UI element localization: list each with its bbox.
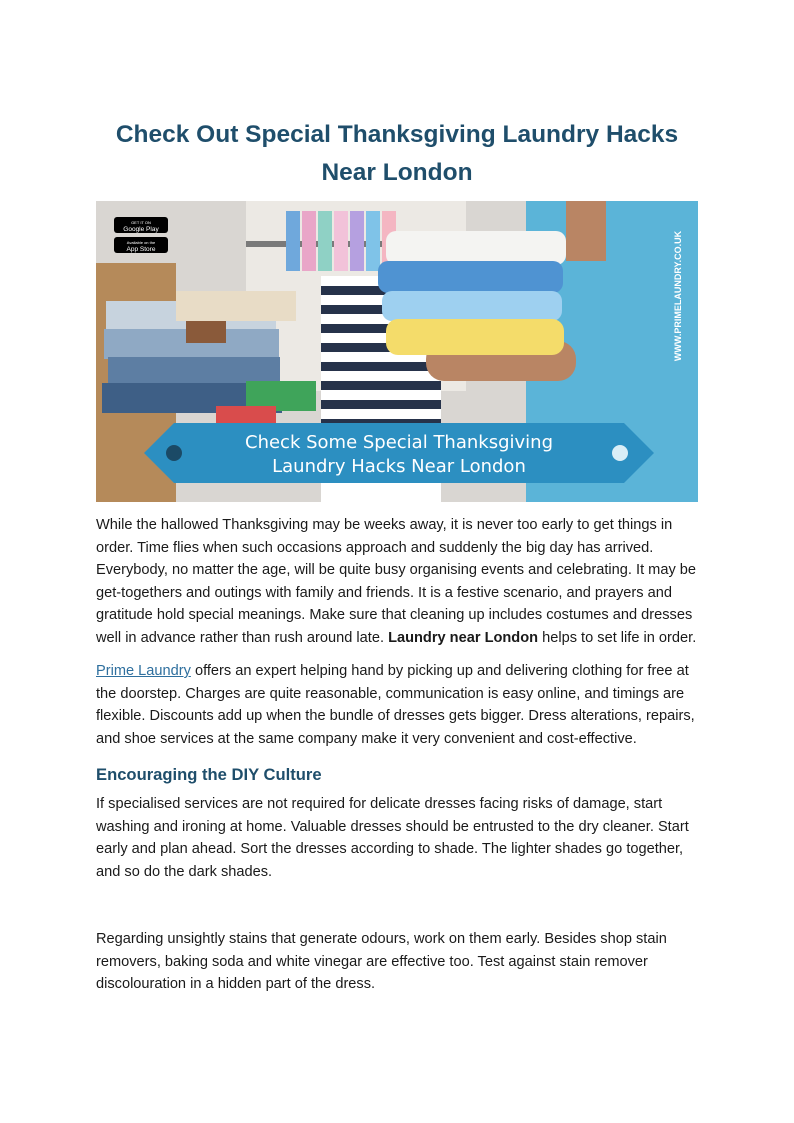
svg-text:Google Play: Google Play [123,226,159,233]
google-play-badge [114,217,168,233]
paragraph-diy: If specialised services are not required for delicate dresses facing risks of damage, start washing and ironing at home. Valuable dresses should be entrusted to the dry cleaner. Start early and plan ahead. Sort the dresses according to shade. The lighter shades go together, and so do the dark shades. [96,796,689,880]
svg-text:App Store: App Store [126,246,156,253]
paragraph-stains: Regarding unsightly stains that generate odours, work on them early. Besides shop stain removers, baking soda and white vinegar are effective too. Test against stain remover discolouration in a hidden part of the dress. [96,931,667,993]
page-title: Check Out Special Thanksgiving Laundry Hacks Near London [115,121,679,186]
svg-text:Laundry Hacks Near London: Laundry Hacks Near London [272,456,526,477]
hero-image [96,201,698,502]
hero-banner [144,423,654,483]
svg-text:Check Some Special Thanksgivin: Check Some Special Thanksgiving [245,432,553,453]
prime-laundry-link[interactable]: Prime Laundry [96,663,191,679]
paragraph-intro: While the hallowed Thanksgiving may be weeks away, it is never too early to get things in order. Time flies when such occasions approach and suddenly the big day has arrived. Everybody, no matter the age, will be quite busy organising events and celebrating. It may be get-togethers and outings with family and friends. It is a festive scenario, and prayers and gratitude hold special meanings. Make sure that cleaning up includes costumes and dresses well in advance rather than rush around late. Laundry near London helps to set life in order. [96,517,697,646]
bold-keyword: Laundry near London [388,629,539,646]
svg-text:GET IT ON: GET IT ON [131,220,151,225]
svg-text:Available on the: Available on the [126,240,156,245]
paragraph-prime-laundry: Prime Laundry offers an expert helping hand by picking up and delivering clothing for free at the doorstep. Charges are quite reasonable, communication is easy online, and timings are flexible. Discounts add up when the bundle of dresses gets bigger. Dress alterations, repairs, and shoe services at the same company make it very convenient and cost-effective. [96,663,695,747]
watermark: WWW.PRIMELAUNDRY.CO.UK [673,230,683,362]
section-heading: Encouraging the DIY Culture [96,765,322,784]
app-store-badge [114,237,168,253]
